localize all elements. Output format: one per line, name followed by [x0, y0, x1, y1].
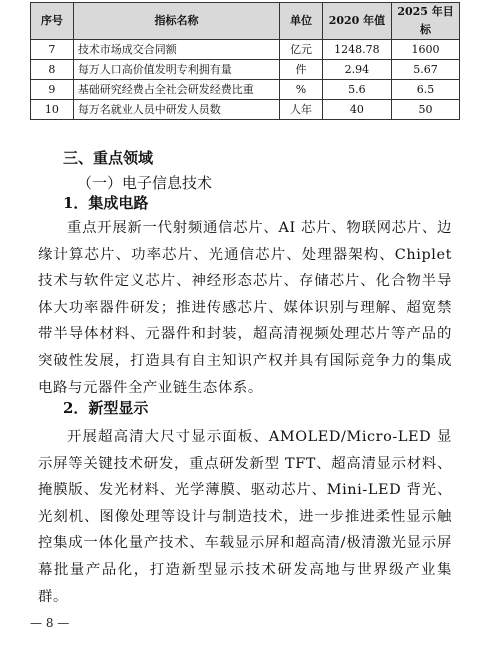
cell-2025: 1600	[392, 40, 460, 60]
paragraph-integrated-circuits: 重点开展新一代射频通信芯片、AI 芯片、物联网芯片、边缘计算芯片、功率芯片、光通信芯片、处理器架构、Chiplet 技术与软件定义芯片、神经形态芯片、存储芯片、化合物半导体大功率器件研发；推进传感芯片、媒体识别与理解、超宽禁带半导体材料、元器件和封装，超高清视频处理芯片等产品的突破性发展，打造具有自主知识产权并具有国际竞争力的集成电路与元器件全产业链生态体系。	[38, 220, 452, 396]
table-row	[31, 100, 460, 120]
header-2020: 2020 年值	[322, 3, 391, 40]
section-heading: 三、重点领域	[63, 149, 154, 167]
cell-unit: 人年	[280, 100, 323, 120]
cell-name: 每万人口高价值发明专利拥有量	[73, 60, 279, 80]
cell-unit: %	[280, 80, 323, 100]
item-heading-integrated-circuits: 1．集成电路	[63, 194, 149, 212]
cell-no: 8	[31, 60, 74, 80]
cell-2020: 2.94	[322, 60, 391, 80]
paragraph-new-display: 开展超高清大尺寸显示面板、AMOLED/Micro-LED 显示屏等关键技术研发，重点研发新型 TFT、超高清显示材料、掩膜版、发光材料、光学薄膜、驱动芯片、Mini-LED 背光、光刻机、图像处理等设计与制造技术，进一步推进柔性显示触控集成一体化量产技术、车载显示屏和超高清/极清激光显示屏幕批量产品化，打造新型显示技术研发高地与世界级产业集群。	[38, 429, 452, 605]
table-header-row	[31, 3, 460, 40]
table-row	[31, 40, 460, 60]
cell-name: 基础研究经费占全社会研发经费比重	[73, 80, 279, 100]
cell-name: 每万名就业人员中研发人员数	[73, 100, 279, 120]
cell-name: 技术市场成交合同额	[73, 40, 279, 60]
cell-2025: 6.5	[392, 80, 460, 100]
header-2025: 2025 年目标	[392, 3, 460, 40]
cell-unit: 件	[280, 60, 323, 80]
item-heading-new-display: 2．新型显示	[63, 399, 149, 417]
cell-no: 10	[31, 100, 74, 120]
cell-2020: 40	[322, 100, 391, 120]
header-no: 序号	[31, 3, 74, 40]
subsection-heading: （一）电子信息技术	[77, 174, 213, 192]
page-number: — 8 —	[30, 616, 70, 630]
cell-2025: 5.67	[392, 60, 460, 80]
cell-2020: 5.6	[322, 80, 391, 100]
cell-2025: 50	[392, 100, 460, 120]
header-unit: 单位	[280, 3, 323, 40]
metrics-table	[30, 2, 460, 120]
table-row	[31, 60, 460, 80]
header-indicator: 指标名称	[73, 3, 279, 40]
cell-unit: 亿元	[280, 40, 323, 60]
cell-2020: 1248.78	[322, 40, 391, 60]
cell-no: 7	[31, 40, 74, 60]
cell-no: 9	[31, 80, 74, 100]
table-row	[31, 80, 460, 100]
